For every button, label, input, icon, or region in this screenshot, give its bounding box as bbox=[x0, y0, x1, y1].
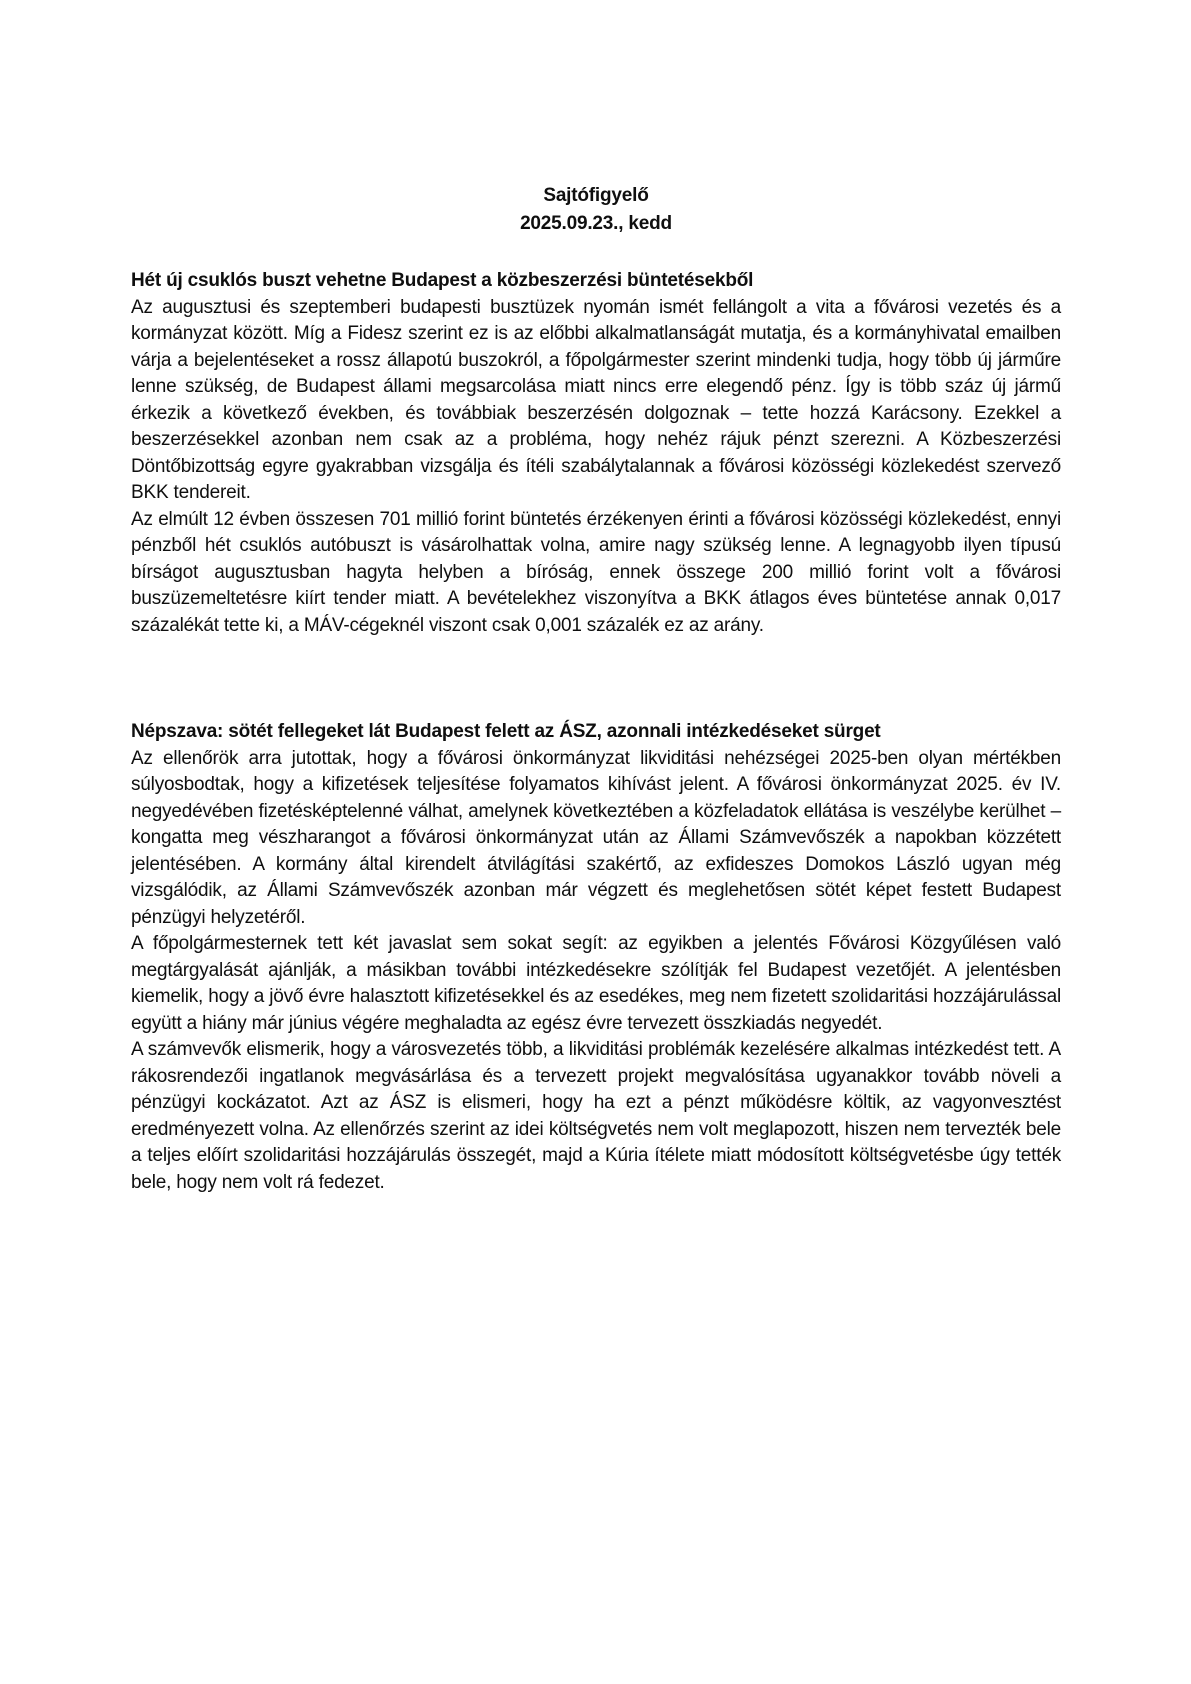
article-asz-report-headline: Népszava: sötét fellegeket lát Budapest felett az ÁSZ, azonnali intézkedéseket sürget bbox=[131, 721, 881, 742]
article-asz-report-paragraph-3: A számvevők elismerik, hogy a városvezetés több, a likviditási problémák kezelésére alkalmas intézkedést tett. A rákosrendezői ingatlanok megvásárlása és a tervezett projekt megvalósítása ugyanakkor tovább növeli a pénzügyi kockázatot. Azt az ÁSZ is elismeri, hogy ha ezt a pénzt működésre költik, az vagyonvesztést eredményezett volna. Az ellenőrzés szerint az idei költségvetés nem volt meglapozott, hiszen nem tervezték bele a teljes előírt szolidaritási hozzájárulás összegét, majd a Kúria ítélete miatt módosított költségvetésbe úgy tették bele, hogy nem volt rá fedezet. bbox=[131, 1039, 1061, 1193]
document-header bbox=[131, 182, 1061, 238]
article-bus-fines-paragraph-1: Az augusztusi és szeptemberi budapesti busztüzek nyomán ismét fellángolt a vita a fővárosi vezetés és a kormányzat között. Míg a Fidesz szerint ez is az előbbi alkalmatlanságát mutatja, és a kormányhivatal emailben várja a bejelentéseket a rossz állapotú buszokról, a főpolgármester szerint mindenki tudja, hogy több új járműre lenne szükség, de Budapest állami megsarcolása miatt nincs erre elegendő pénz. Így is több száz új jármű érkezik a következő években, és továbbiak beszerzésén dolgoznak – tette hozzá Karácsony. Ezekkel a beszerzésekkel azonban nem csak az a probléma, hogy nehéz rájuk pénzt szerezni. A Közbeszerzési Döntőbizottság egyre gyakrabban vizsgálja és ítéli szabálytalannak a fővárosi közösségi közlekedést szervező BKK tendereit. bbox=[131, 296, 1061, 503]
article-asz-report-paragraph-2: A főpolgármesternek tett két javaslat sem sokat segít: az egyikben a jelentés Fővárosi Közgyűlésen való megtárgyalását ajánlják, a másikban további intézkedésekre szólítják fel Budapest vezetőjét. A jelentésben kiemelik, hogy a jövő évre halasztott kifizetésekkel és az esedékes, meg nem fizetett szolidaritási hozzájárulással együtt a hiány már június végére meghaladta az egész évre tervezett összkiadás negyedét. bbox=[131, 933, 1061, 1034]
article-bus-fines bbox=[131, 268, 1061, 639]
document-date: 2025.09.23., kedd bbox=[520, 213, 672, 234]
article-asz-report bbox=[131, 719, 1061, 1196]
article-asz-report-paragraph-1: Az ellenőrök arra jutottak, hogy a fővárosi önkormányzat likviditási nehézségei 2025-ben olyan mértékben súlyosbodtak, hogy a kifizetések teljesítése folyamatos kihívást jelent. A fővárosi önkormányzat 2025. év IV. negyedévében fizetésképtelenné válhat, amelynek következtében a közfeladatok ellátása is veszélybe kerülhet – kongatta meg vészharangot a fővárosi önkormányzat után az Állami Számvevőszék a napokban közzétett jelentésében. A kormány által kirendelt átvilágítási szakértő, az exfideszes Domokos László ugyan még vizsgálódik, az Állami Számvevőszék azonban már végzett és meglehetősen sötét képet festett Budapest pénzügyi helyzetéről. bbox=[131, 747, 1061, 928]
document-title: Sajtófigyelő bbox=[543, 185, 649, 206]
article-bus-fines-paragraph-2: Az elmúlt 12 évben összesen 701 millió forint büntetés érzékenyen érinti a fővárosi közösségi közlekedést, ennyi pénzből hét csuklós autóbuszt is vásárolhattak volna, amire nagy szükség lenne. A legnagyobb ilyen típusú bírságot augusztusban hagyta helyben a bíróság, ennek összege 200 millió forint volt a fővárosi buszüzemeltetésre kiírt tender miatt. A bevételekhez viszonyítva a BKK átlagos éves büntetése annak 0,017 százalékát tette ki, a MÁV-cégeknél viszont csak 0,001 százalék ez az arány. bbox=[131, 508, 1061, 636]
article-bus-fines-headline: Hét új csuklós buszt vehetne Budapest a közbeszerzési büntetésekből bbox=[131, 270, 754, 291]
